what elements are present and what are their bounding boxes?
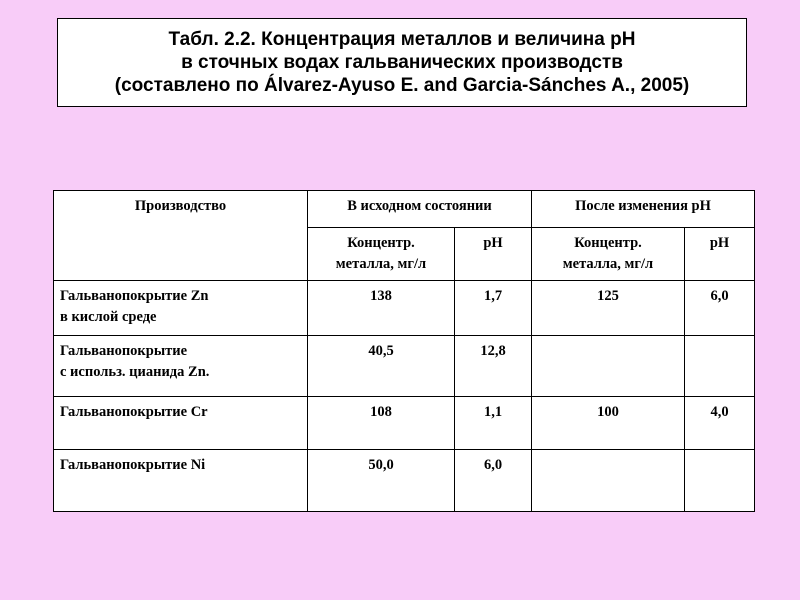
row-ph-after xyxy=(685,336,755,397)
row-conc-initial: 138 xyxy=(308,281,455,336)
header-ph-initial: pH xyxy=(455,228,532,281)
header-production: Производство xyxy=(54,191,308,281)
table-row xyxy=(54,450,755,512)
row-conc-after: 125 xyxy=(532,281,685,336)
row-conc-initial: 50,0 xyxy=(308,450,455,512)
caption-line-3: (составлено по Álvarez-Ayuso E. and Garcia-Sánches A., 2005) xyxy=(114,75,690,96)
caption-line-1: Табл. 2.2. Концентрация металлов и величина pH xyxy=(168,29,636,50)
caption-line-2: в сточных водах гальванических производств xyxy=(181,52,623,73)
row-conc-after: 100 xyxy=(532,397,685,450)
row-ph-initial: 1,7 xyxy=(455,281,532,336)
row-ph-initial: 1,1 xyxy=(455,397,532,450)
row-conc-initial: 108 xyxy=(308,397,455,450)
header-conc-after: Концентр. металла, мг/л xyxy=(532,228,685,281)
table-header-row-1 xyxy=(54,191,755,228)
row-ph-after: 4,0 xyxy=(685,397,755,450)
row-production-name: Гальванопокрытие с использ. цианида Zn. xyxy=(54,336,308,397)
row-ph-initial: 6,0 xyxy=(455,450,532,512)
row-ph-initial: 12,8 xyxy=(455,336,532,397)
row-conc-after xyxy=(532,336,685,397)
row-conc-after xyxy=(532,450,685,512)
metals-ph-table xyxy=(53,190,755,512)
row-production-name: Гальванопокрытие Cr xyxy=(54,397,308,450)
row-ph-after: 6,0 xyxy=(685,281,755,336)
header-conc-initial: Концентр. металла, мг/л xyxy=(308,228,455,281)
row-production-name: Гальванопокрытие Ni xyxy=(54,450,308,512)
row-production-name: Гальванопокрытие Zn в кислой среде xyxy=(54,281,308,336)
header-ph-after: pH xyxy=(685,228,755,281)
header-after-ph-change: После изменения pH xyxy=(532,191,755,228)
table-row xyxy=(54,397,755,450)
row-ph-after xyxy=(685,450,755,512)
row-conc-initial: 40,5 xyxy=(308,336,455,397)
table-caption xyxy=(57,18,747,107)
table-row xyxy=(54,336,755,397)
header-initial-state: В исходном состоянии xyxy=(308,191,532,228)
table-row xyxy=(54,281,755,336)
